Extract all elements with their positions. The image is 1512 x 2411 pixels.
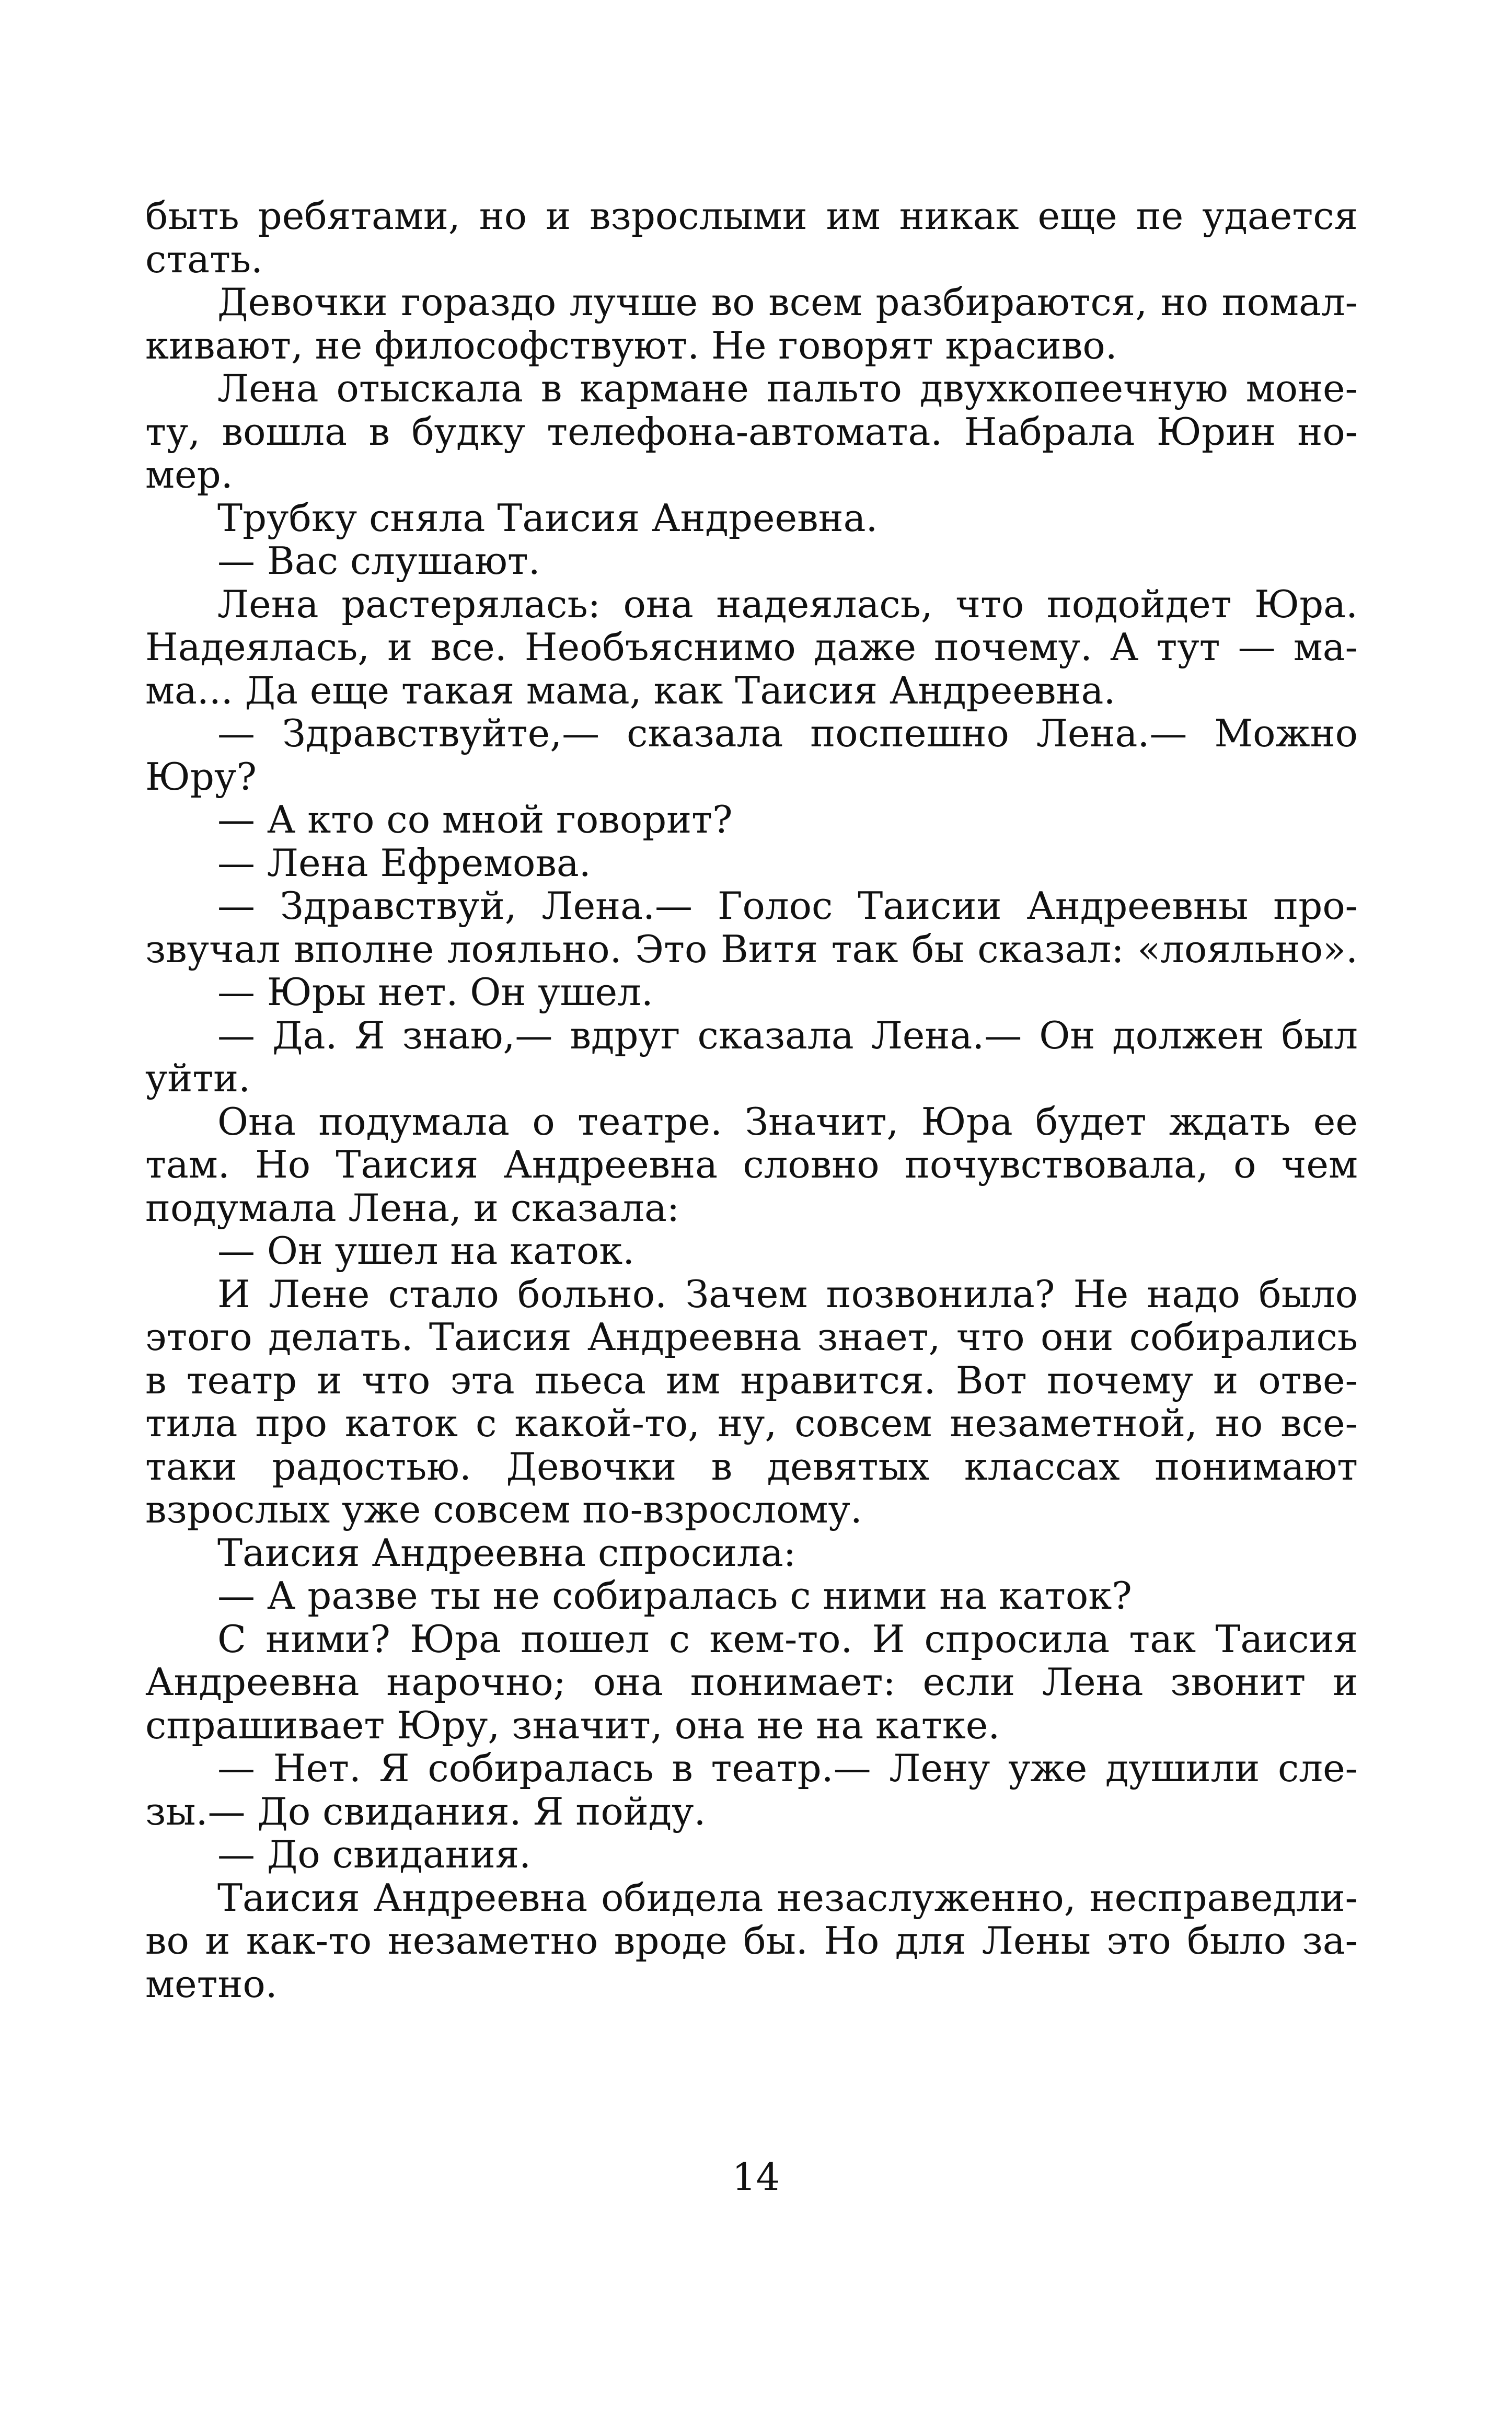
text-line: Лена растерялась: она надеялась, что подойдет Юра. bbox=[217, 582, 1358, 626]
text-line: — А кто со мной говорит? bbox=[217, 798, 733, 841]
text-line: уйти. bbox=[145, 1056, 251, 1100]
text-line: ту, вошла в будку телефона-автомата. Набрала Юрин но- bbox=[145, 409, 1358, 454]
text-line: — Лена Ефремова. bbox=[217, 840, 591, 885]
text-line: Таисия Андреевна обидела незаслуженно, несправедли- bbox=[217, 1875, 1358, 1920]
text-line: метно. bbox=[145, 1962, 278, 2006]
text-line: И Лене стало больно. Зачем позвонила? Не надо было bbox=[217, 1272, 1358, 1316]
text-line: таки радостью. Девочки в девятых классах понимают bbox=[145, 1444, 1358, 1489]
text-line: Лена отыскала в кармане пальто двухкопеечную моне- bbox=[217, 366, 1358, 410]
text-line: Она подумала о театре. Значит, Юра будет ждать ее bbox=[217, 1099, 1358, 1144]
text-line: тила про каток с какой-то, ну, совсем незаметной, но все- bbox=[145, 1401, 1358, 1445]
body-text bbox=[145, 194, 1358, 2005]
text-line: — Вас слушают. bbox=[217, 539, 540, 583]
text-line: взрослых уже совсем по-взрослому. bbox=[145, 1487, 862, 1531]
text-line: — Да. Я знаю,— вдруг сказала Лена.— Он должен был bbox=[217, 1013, 1358, 1057]
text-line: С ними? Юра пошел с кем-то. И спросила так Таисия bbox=[217, 1617, 1358, 1661]
text-line: — Здравствуйте,— сказала поспешно Лена.— Можно bbox=[217, 711, 1358, 755]
text-line: во и как-то незаметно вроде бы. Но для Лены это было за- bbox=[145, 1919, 1358, 1963]
text-line: Трубку сняла Таисия Андреевна. bbox=[217, 495, 878, 540]
text-line: Таисия Андреевна спросила: bbox=[217, 1530, 797, 1575]
text-line: — До свидания. bbox=[217, 1832, 532, 1876]
text-line: подумала Лена, и сказала: bbox=[145, 1185, 680, 1230]
text-line: спрашивает Юру, значит, она не на катке. bbox=[145, 1703, 1000, 1747]
text-line: Девочки гораздо лучше во всем разбираются, но помал- bbox=[217, 280, 1358, 324]
text-line: зы.— До свидания. Я пойду. bbox=[145, 1789, 706, 1833]
text-line: мер. bbox=[145, 453, 233, 497]
page-number: 14 bbox=[732, 2155, 780, 2199]
text-line: — Здравствуй, Лена.— Голос Таисии Андреевны про- bbox=[217, 884, 1358, 928]
text-line: там. Но Таисия Андреевна словно почувствовала, о чем bbox=[145, 1143, 1358, 1186]
text-line: быть ребятами, но и взрослыми им никак еще пе удается bbox=[145, 194, 1358, 238]
text-line: кивают, не философствуют. Не говорят красиво. bbox=[145, 323, 1117, 367]
text-line: — Он ушел на каток. bbox=[217, 1229, 635, 1273]
text-line: звучал вполне лояльно. Это Витя так бы сказал: «лояльно». bbox=[145, 927, 1358, 971]
text-line: — Юры нет. Он ушел. bbox=[217, 970, 653, 1014]
text-line: Андреевна нарочно; она понимает: если Лена звонит и bbox=[145, 1660, 1358, 1704]
text-line: — А разве ты не собиралась с ними на каток? bbox=[217, 1574, 1132, 1618]
text-line: ма... Да еще такая мама, как Таисия Андреевна. bbox=[145, 668, 1116, 712]
text-line: Надеялась, и все. Необъяснимо даже почему. А тут — ма- bbox=[145, 625, 1358, 669]
text-line: стать. bbox=[145, 237, 263, 281]
text-line: Юру? bbox=[145, 754, 257, 799]
text-line: этого делать. Таисия Андреевна знает, что они собирались bbox=[145, 1315, 1358, 1359]
text-line: — Нет. Я собиралась в театр.— Лену уже душили сле- bbox=[217, 1746, 1358, 1790]
text-line: в театр и что эта пьеса им нравится. Вот почему и отве- bbox=[145, 1358, 1358, 1402]
